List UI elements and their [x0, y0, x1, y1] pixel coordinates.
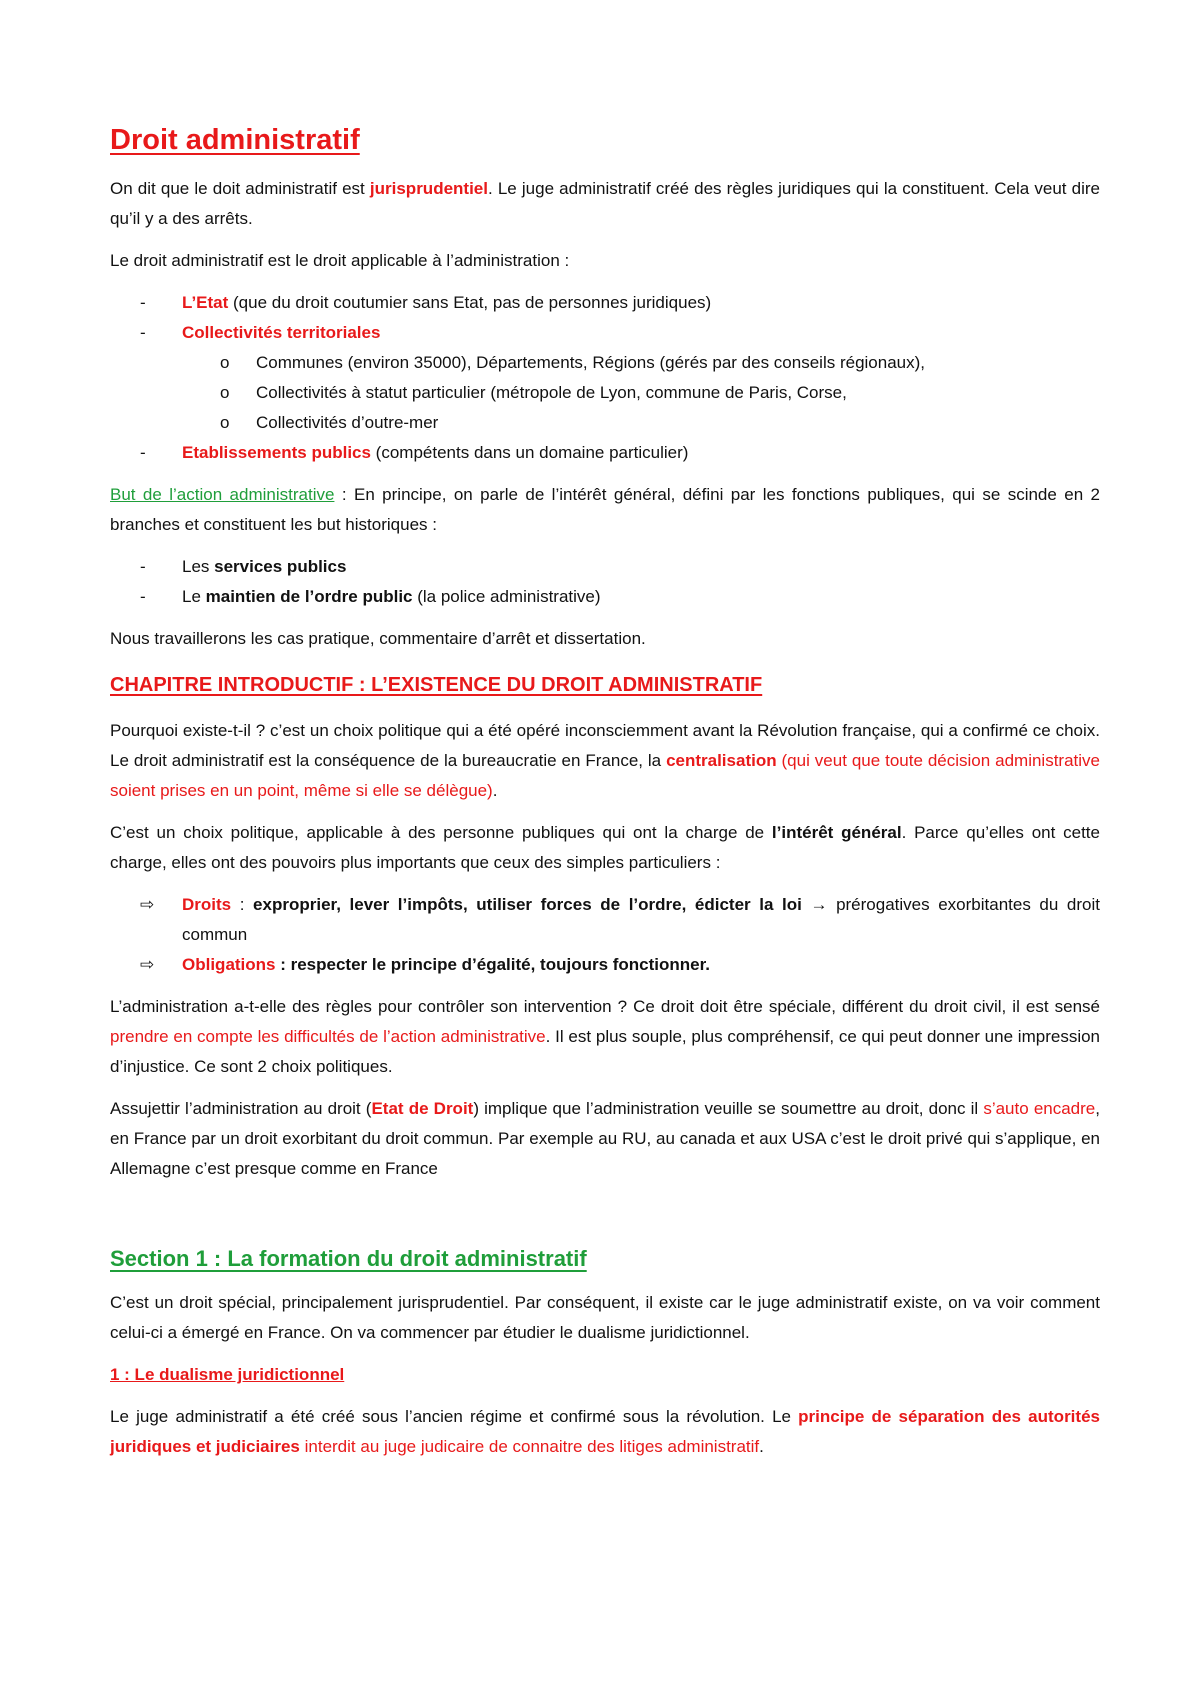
dash-bullet: - [140, 443, 146, 462]
list-item: ⇨ Droits : exproprier, lever l’impôts, utiliser forces de l’ordre, édicter la loi → prérogatives exorbitantes du droit commun [110, 890, 1100, 950]
dash-bullet: - [140, 557, 146, 576]
arrow-right-icon: ⇨ [140, 955, 155, 974]
dash-bullet: - [140, 293, 146, 312]
intro-paragraph: On dit que le doit administratif est jurisprudentiel. Le juge administratif créé des règles juridiques qui la constituent. Cela veut dire qu’il y a des arrêts. [110, 179, 1100, 228]
list-item: - L’Etat (que du droit coutumier sans Etat, pas de personnes juridiques) [110, 288, 1100, 318]
circle-bullet: o [220, 383, 230, 402]
special-paragraph: C’est un droit spécial, principalement jurisprudentiel. Par conséquent, il existe car le juge administratif existe, on va voir comment celui-ci a émergé en France. On va commencer par étudier le dualisme juridictionnel. [110, 1293, 1100, 1342]
but-paragraph: But de l’action administrative : En principe, on parle de l’intérêt général, défini par les fonctions publiques, qui se scinde en 2 branches et constituent les but historiques : [110, 485, 1101, 534]
pouvoirs-list [110, 890, 1100, 980]
circle-bullet: o [220, 353, 230, 372]
list-item: - Collectivités territoriales [110, 318, 1100, 348]
dash-bullet: - [140, 587, 146, 606]
regles-paragraph: L’administration a-t-elle des règles pour contrôler son intervention ? Ce droit doit être spéciale, différent du droit civil, il est sensé prendre en compte les difficultés de l’action administrative. Il est plus souple, plus compréhensif, ce qui peut donner une impression d’injustice. Ce sont 2 choix politiques. [110, 997, 1101, 1076]
juge-paragraph: Le juge administratif a été créé sous l’ancien régime et confirmé sous la révolution. Le principe de séparation des autorités juridiques et judiciaires interdit au juge judicaire de connaitre des litiges administratif. [110, 1407, 1100, 1456]
document-title: Droit administratif [110, 124, 360, 156]
sub-list-item: o Collectivités d’outre-mer [110, 408, 1100, 438]
applicable-paragraph: Le droit administratif est le droit applicable à l’administration : [110, 251, 570, 270]
assujettir-paragraph: Assujettir l’administration au droit (Etat de Droit) implique que l’administration veuille se soumettre au droit, donc il s’auto encadre, en France par un droit exorbitant du droit commun. Par exemple au RU, au canada et aux USA c’est le droit privé qui s’applique, en Allemagne c’est presque comme en France [110, 1099, 1100, 1178]
circle-bullet: o [220, 413, 230, 432]
document-page [110, 118, 1100, 1462]
branches-list [110, 552, 1100, 612]
chapter-heading: CHAPITRE INTRODUCTIF : L’EXISTENCE DU DROIT ADMINISTRATIF [110, 674, 763, 696]
travail-paragraph: Nous travaillerons les cas pratique, commentaire d’arrêt et dissertation. [110, 629, 646, 648]
sub-list-item: o Communes (environ 35000), Départements, Régions (gérés par des conseils régionaux), [110, 348, 1100, 378]
list-item: ⇨ Obligations : respecter le principe d’égalité, toujours fonctionner. [110, 950, 1100, 980]
list-item: - Les services publics [110, 552, 1100, 582]
arrow-right-icon: ⇨ [140, 895, 155, 914]
keyword-jurisprudentiel: jurisprudentiel [369, 179, 488, 198]
list-item: - Le maintien de l’ordre public (la police administrative) [110, 582, 1100, 612]
but-label: But de l’action administrative [110, 485, 335, 504]
arrow-icon: → [810, 895, 828, 914]
subsection-heading: 1 : Le dualisme juridictionnel [110, 1365, 345, 1384]
section-heading: Section 1 : La formation du droit administratif [110, 1246, 587, 1271]
choix-paragraph: C’est un choix politique, applicable à des personne publiques qui ont la charge de l’intérêt général. Parce qu’elles ont cette charge, elles ont des pouvoirs plus importants que ceux des simples particuliers : [110, 823, 1100, 872]
dash-bullet: - [140, 323, 146, 342]
pourquoi-paragraph: Pourquoi existe-t-il ? c’est un choix politique qui a été opéré inconsciemment avant la Révolution française, qui a confirmé ce choix. Le droit administratif est la conséquence de la bureaucratie en France, la centralisation (qui veut que toute décision administrative soient prises en un point, même si elle se délègue). [110, 721, 1100, 800]
sub-list-item: o Collectivités à statut particulier (métropole de Lyon, commune de Paris, Corse, [110, 378, 1100, 408]
administration-list [110, 288, 1100, 468]
list-item: - Etablissements publics (compétents dans un domaine particulier) [110, 438, 1100, 468]
